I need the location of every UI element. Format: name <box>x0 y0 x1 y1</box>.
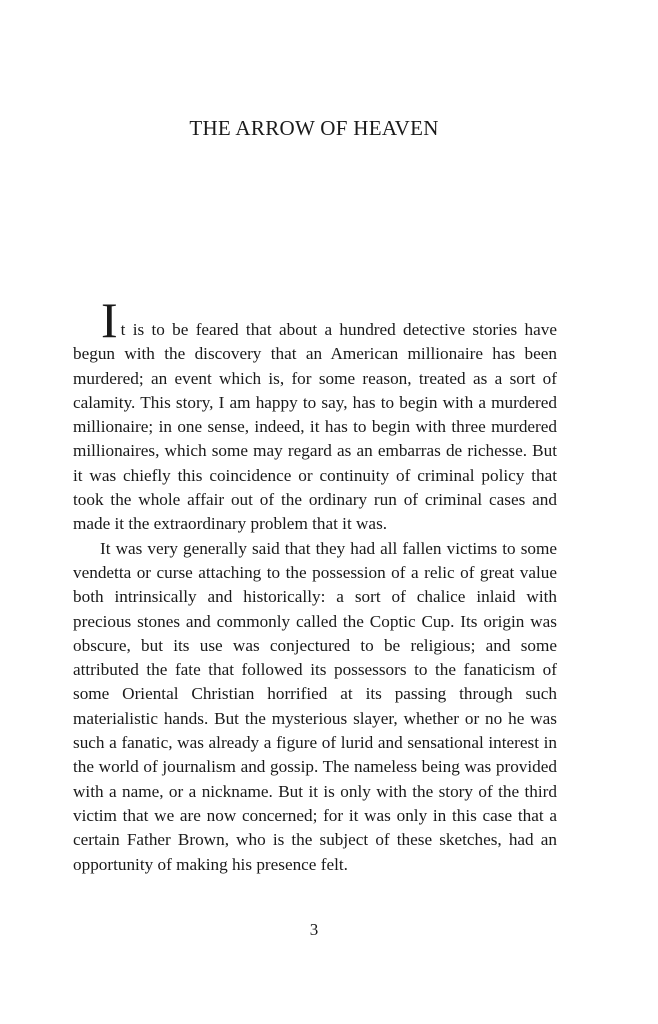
drop-cap: I <box>101 292 118 348</box>
chapter-title: THE ARROW OF HEAVEN <box>189 116 439 140</box>
body-text <box>73 266 557 877</box>
paragraph-1 <box>73 266 557 537</box>
paragraph-2: It was very generally said that they had all fallen victims to some vendetta or curse attaching to the possession of a relic of great value both intrinsically and historically: a sort of chalice inlaid with precious stones and commonly called the Coptic Cup. Its origin was obscure, but its use was conjectured to be religious; and some attributed the fate that followed its possessors to the fanaticism of some Oriental Christian horrified at its passing through such materialistic hands. But the mysterious slayer, whether or no he was such a fanatic, was already a figure of lurid and sensational interest in the world of journalism and gossip. The nameless being was provided with a name, or a nickname. But it is only with the story of the third victim that we are now concerned; for it was only in this case that a certain Father Brown, who is the subject of these sketches, had an opportunity of making his presence felt. <box>73 538 557 874</box>
page-number: 3 <box>309 920 319 939</box>
paragraph-1-text: t is to be feared that about a hundred detective stories have begun with the discovery that an American millionaire has been murdered; an event which is, for some reason, treated as a sort of calamity. This story, I am happy to say, has to begin with a murdered millionaire; in one sense, indeed, it has to begin with three murdered millionaires, which some may regard as an embarras de richesse. But it was chiefly this coincidence or continuity of criminal policy that took the whole affair out of the ordinary run of criminal cases and made it the extraordinary problem that it was. <box>73 320 557 534</box>
